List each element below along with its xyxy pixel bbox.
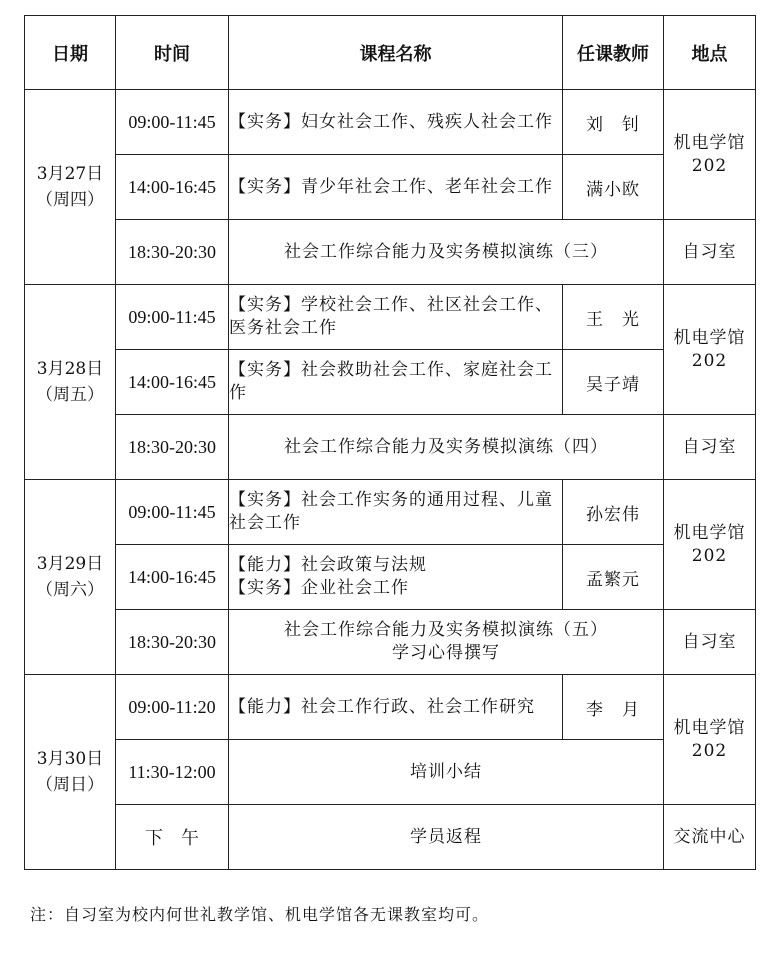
date-cell [25, 675, 116, 870]
header-place: 地点 [664, 16, 756, 90]
time-cell: 18:30-20:30 [116, 610, 229, 675]
teacher-cell: 王 光 [563, 285, 664, 350]
course-cell: 【能力】社会工作行政、社会工作研究 [229, 675, 563, 740]
table-row [25, 805, 756, 870]
table-row [25, 220, 756, 285]
course-cell: 社会工作综合能力及实务模拟演练（四） [229, 415, 664, 480]
course-cell: 培训小结 [229, 740, 664, 805]
place-cell: 交流中心 [664, 805, 756, 870]
course-cell: 学员返程 [229, 805, 664, 870]
time-cell: 09:00-11:45 [116, 480, 229, 545]
table-row [25, 350, 756, 415]
time-cell: 09:00-11:45 [116, 90, 229, 155]
weekday-text: （周日） [36, 775, 104, 795]
table-row [25, 90, 756, 155]
course-cell [229, 610, 664, 675]
weekday-text: （周六） [36, 580, 104, 600]
time-cell: 09:00-11:20 [116, 675, 229, 740]
date-cell [25, 285, 116, 480]
time-cell: 09:00-11:45 [116, 285, 229, 350]
weekday-text: （周四） [36, 190, 104, 210]
date-cell [25, 90, 116, 285]
table-row [25, 415, 756, 480]
teacher-cell: 李 月 [563, 675, 664, 740]
time-cell: 18:30-20:30 [116, 415, 229, 480]
course-line: 【能力】社会政策与法规 [229, 555, 427, 575]
course-line: 社会工作综合能力及实务模拟演练（五） [284, 620, 608, 640]
course-cell: 【实务】青少年社会工作、老年社会工作 [229, 155, 563, 220]
place-cell: 自习室 [664, 220, 756, 285]
teacher-cell: 孙宏伟 [563, 480, 664, 545]
place-cell: 机电学馆202 [664, 675, 756, 805]
course-cell: 【实务】社会工作实务的通用过程、儿童社会工作 [229, 480, 563, 545]
footnote: 注：自习室为校内何世礼教学馆、机电学馆各无课教室均可。 [30, 905, 490, 924]
time-cell: 14:00-16:45 [116, 350, 229, 415]
place-cell: 自习室 [664, 415, 756, 480]
table-row [25, 155, 756, 220]
time-cell: 18:30-20:30 [116, 220, 229, 285]
course-line: 学习心得撰写 [392, 643, 500, 663]
time-cell: 14:00-16:45 [116, 545, 229, 610]
table-row [25, 675, 756, 740]
time-cell: 14:00-16:45 [116, 155, 229, 220]
course-cell: 【实务】学校社会工作、社区社会工作、医务社会工作 [229, 285, 563, 350]
table-row [25, 740, 756, 805]
place-cell: 机电学馆202 [664, 480, 756, 610]
date-text: 3月27日 [36, 164, 104, 184]
course-line: 【实务】企业社会工作 [229, 578, 409, 598]
course-cell: 社会工作综合能力及实务模拟演练（三） [229, 220, 664, 285]
header-time: 时间 [116, 16, 229, 90]
table-row [25, 285, 756, 350]
header-date: 日期 [25, 16, 116, 90]
course-cell [229, 545, 563, 610]
course-cell: 【实务】妇女社会工作、残疾人社会工作 [229, 90, 563, 155]
place-cell: 机电学馆202 [664, 285, 756, 415]
date-text: 3月28日 [36, 359, 104, 379]
table-row [25, 480, 756, 545]
schedule-table [24, 15, 756, 870]
teacher-cell: 吴子靖 [563, 350, 664, 415]
table-row [25, 610, 756, 675]
table-row [25, 545, 756, 610]
teacher-cell: 刘 钊 [563, 90, 664, 155]
teacher-cell: 孟繁元 [563, 545, 664, 610]
teacher-cell: 满小欧 [563, 155, 664, 220]
course-cell: 【实务】社会救助社会工作、家庭社会工作 [229, 350, 563, 415]
place-cell: 机电学馆202 [664, 90, 756, 220]
date-text: 3月29日 [36, 554, 104, 574]
time-cell: 11:30-12:00 [116, 740, 229, 805]
header-teacher: 任课教师 [563, 16, 664, 90]
header-row [25, 16, 756, 90]
date-text: 3月30日 [36, 749, 104, 769]
weekday-text: （周五） [36, 385, 104, 405]
place-cell: 自习室 [664, 610, 756, 675]
date-cell [25, 480, 116, 675]
time-cell: 下 午 [116, 805, 229, 870]
header-course: 课程名称 [229, 16, 563, 90]
